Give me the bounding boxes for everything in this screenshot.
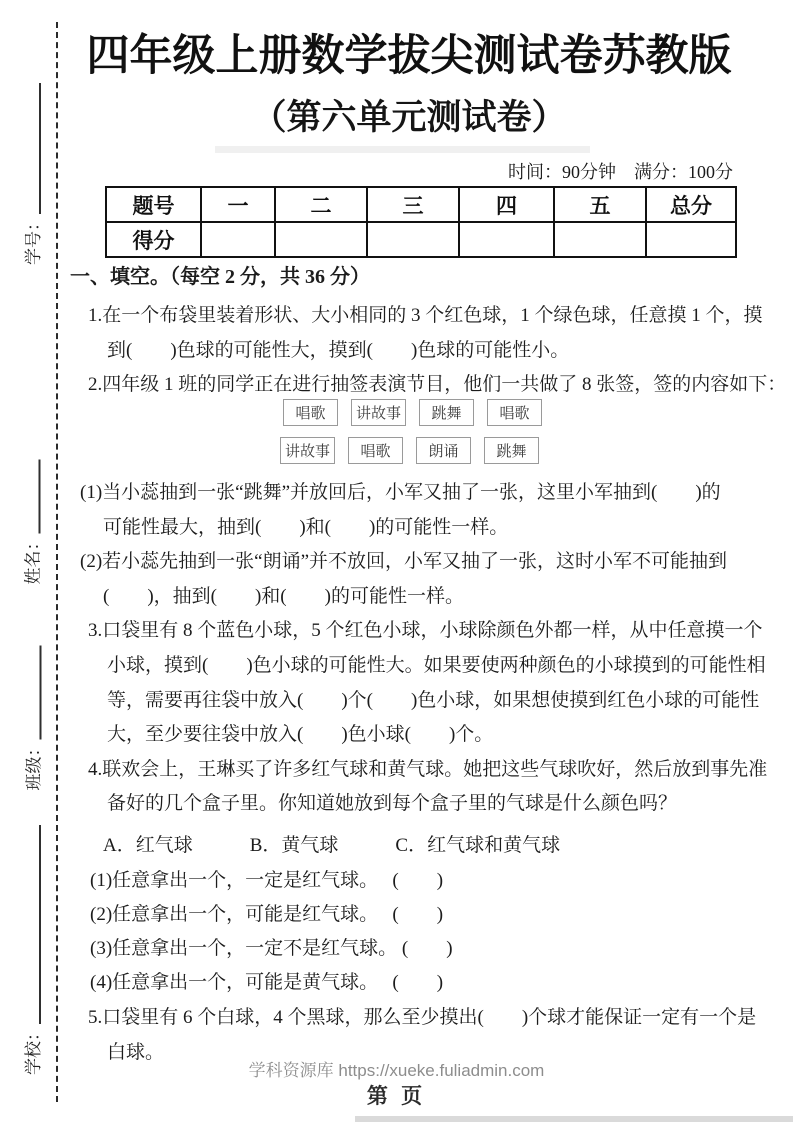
score-cell bbox=[554, 222, 646, 257]
question-4-text: 4.联欢会上，王琳买了许多红气球和黄气球。她把这些气球吹好，然后放到事先准 bbox=[88, 759, 768, 780]
sidebar-blank-line bbox=[39, 825, 41, 1024]
question-4-sub-item: (4)任意拿出一个，可能是黄气球。 ( ) bbox=[90, 972, 444, 993]
lottery-tag: 跳舞 bbox=[484, 437, 539, 464]
section-one-heading: 一、填空。（每空 2 分，共 36 分） bbox=[70, 266, 370, 288]
lottery-tag: 唱歌 bbox=[348, 437, 403, 464]
score-cell bbox=[275, 222, 367, 257]
score-table-header: 四 bbox=[459, 187, 554, 222]
score-cell bbox=[201, 222, 275, 257]
score-cell bbox=[646, 222, 736, 257]
sidebar-blank-line bbox=[39, 83, 41, 214]
question-4-options: A．红气球 B．黄气球 C．红气球和黄气球 bbox=[103, 835, 561, 856]
lottery-tag: 讲故事 bbox=[280, 437, 335, 464]
sidebar-field-label: 学号： bbox=[24, 214, 43, 265]
question-1-text: 1.在一个布袋里装着形状、大小相同的 3 个红色球，1 个绿色球，任意摸 1 个，摸 bbox=[88, 305, 763, 326]
scan-artifact bbox=[215, 146, 590, 153]
score-table-header: 题号 bbox=[106, 187, 201, 222]
score-row-label: 得分 bbox=[106, 222, 201, 257]
lottery-tag: 讲故事 bbox=[351, 399, 406, 426]
exam-time-score-info: 时间：90分钟 满分：100分 bbox=[508, 162, 733, 182]
sidebar-field-label: 学校： bbox=[24, 1024, 43, 1075]
score-table-header: 一 bbox=[201, 187, 275, 222]
sidebar-field-name bbox=[22, 460, 44, 585]
score-table-header: 总分 bbox=[646, 187, 736, 222]
score-cell bbox=[367, 222, 459, 257]
footer-page-number: 第 页 bbox=[366, 1084, 427, 1108]
question-4-sub-item: (1)任意拿出一个，一定是红气球。 ( ) bbox=[90, 870, 444, 891]
question-2-sub1-text: 可能性最大，抽到( )和( )的可能性一样。 bbox=[103, 517, 509, 538]
lottery-tag: 跳舞 bbox=[419, 399, 474, 426]
scan-artifact bbox=[355, 1116, 793, 1122]
sidebar-field-class bbox=[23, 646, 45, 791]
score-table-header: 五 bbox=[554, 187, 646, 222]
lottery-tags-row-2 bbox=[280, 437, 552, 464]
sidebar-field-label: 姓名： bbox=[23, 533, 43, 585]
question-4-sub-item: (3)任意拿出一个，一定不是红气球。 ( ) bbox=[90, 938, 453, 959]
score-table-header-row bbox=[106, 187, 736, 222]
sidebar-field-school bbox=[22, 825, 44, 1075]
sidebar-field-label: 班级： bbox=[24, 739, 44, 791]
question-3-text: 等，需要再往袋中放入( )个( )色小球，如果想使摸到红色小球的可能性 bbox=[107, 690, 760, 711]
question-2-sub2-text: (2)若小蕊先抽到一张“朗诵”并不放回，小军又抽了一张，这时小军不可能抽到 bbox=[80, 551, 728, 572]
dashed-cut-line bbox=[56, 22, 58, 1102]
question-3-text: 小球，摸到( )色小球的可能性大。如果要使两种颜色的小球摸到的可能性相 bbox=[107, 655, 766, 676]
question-1-text: 到( )色球的可能性大，摸到( )色球的可能性小。 bbox=[107, 340, 570, 361]
score-table-header: 三 bbox=[367, 187, 459, 222]
lottery-tag: 朗诵 bbox=[416, 437, 471, 464]
lottery-tag: 唱歌 bbox=[283, 399, 338, 426]
question-4-sub-item: (2)任意拿出一个，可能是红气球。 ( ) bbox=[90, 904, 444, 925]
page-title: 四年级上册数学拔尖测试卷苏教版 bbox=[86, 32, 732, 80]
question-2-text: 2.四年级 1 班的同学正在进行抽签表演节目，他们一共做了 8 张签，签的内容如下： bbox=[88, 374, 787, 395]
lottery-tags-row-1 bbox=[283, 399, 555, 426]
lottery-tag: 唱歌 bbox=[487, 399, 542, 426]
footer-source-watermark: 学科资源库 https://xueke.fuliadmin.com bbox=[248, 1061, 545, 1080]
sidebar-blank-line bbox=[40, 646, 42, 740]
score-table-score-row bbox=[106, 222, 736, 257]
score-table bbox=[105, 186, 737, 258]
question-5-text: 5.口袋里有 6 个白球，4 个黑球，那么至少摸出( )个球才能保证一定有一个是 bbox=[88, 1007, 757, 1028]
score-cell bbox=[459, 222, 554, 257]
score-table-header: 二 bbox=[275, 187, 367, 222]
question-2-sub2-text: ( )，抽到( )和( )的可能性一样。 bbox=[103, 586, 464, 607]
question-4-text: 备好的几个盒子里。你知道她放到每个盒子里的气球是什么颜色吗？ bbox=[107, 793, 678, 814]
question-3-text: 大，至少要往袋中放入( )色小球( )个。 bbox=[107, 724, 494, 745]
question-2-sub1-text: (1)当小蕊抽到一张“跳舞”并放回后，小军又抽了一张，这里小军抽到( )的 bbox=[80, 482, 721, 503]
sidebar-field-student-id bbox=[22, 83, 44, 265]
sidebar-blank-line bbox=[39, 460, 41, 534]
question-5-text: 白球。 bbox=[107, 1042, 165, 1063]
page-subtitle: （第六单元测试卷） bbox=[251, 98, 567, 137]
question-3-text: 3.口袋里有 8 个蓝色小球，5 个红色小球，小球除颜色外都一样，从中任意摸一个 bbox=[88, 620, 763, 641]
